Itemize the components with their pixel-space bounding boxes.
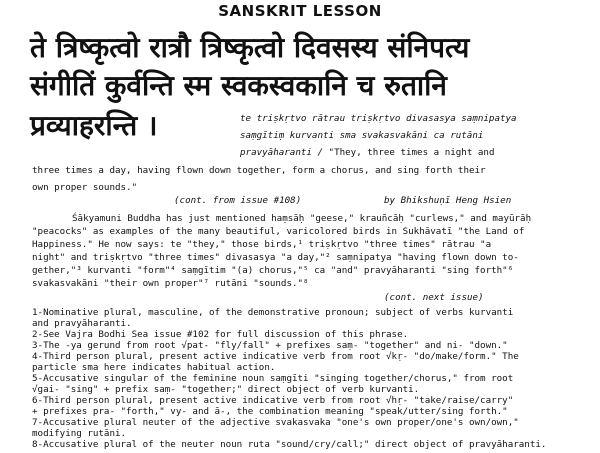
- page-title: SANSKRIT LESSON: [218, 2, 382, 20]
- cont-from-note: (cont. from issue #108): [174, 195, 302, 206]
- footnote-line: + prefixes pra- "forth," vy- and ā-, the combination meaning "speak/utter/sing forth.": [32, 406, 508, 417]
- devanagari-line-2: संगीतिं कुर्वन्ति स्म स्वकस्वकानि च रुतानि: [30, 69, 447, 102]
- footnote-line: particle sma here indicates habitual action.: [32, 362, 276, 373]
- translation-start: "They, three times a night and: [328, 147, 495, 158]
- translation-line-1: three times a day, having flown down together, form a chorus, and sing forth their: [32, 165, 486, 176]
- devanagari-line-3: प्रव्याहरन्ति ।: [30, 109, 158, 142]
- paragraph-line: gether,"³ kurvanti "form"⁴ saṃgītim "(a) chorus,"⁵ ca "and" pravyāharanti "sing forth"⁶: [32, 265, 514, 276]
- byline: by Bhikshuṇī Heng Hsien: [384, 195, 512, 206]
- transliteration-line-2: saṃgītiṃ kurvanti sma svakasvakāni ca rutāni: [240, 130, 484, 141]
- footnote-line: √gai- "sing" + prefix saṃ- "together;" direct object of verb kurvanti.: [32, 384, 420, 395]
- cont-next-note: (cont. next issue): [384, 292, 484, 303]
- paragraph-line: "peacocks" as examples of the many beautiful, varicolored birds in Sukhāvatī "the Land of: [32, 226, 525, 237]
- footnote-line: 1-Nominative plural, masculine, of the demonstrative pronoun; subject of verbs kurvanti: [32, 307, 514, 318]
- paragraph-line: night" and triṣkṛtvo "three times" divasasya "a day,"² saṃnipatya "having flown down to-: [32, 252, 519, 263]
- footnote-line: 8-Accusative plural of the neuter noun ruta "sound/cry/call;" direct object of pravyāharanti.: [32, 439, 547, 450]
- footnote-line: 3-The -ya gerund from root √pat- "fly/fall" + prefixes saṃ- "together" and ni- "down.": [32, 340, 508, 351]
- transliteration-line-1: te triṣkṛtvo rātrau triṣkṛtvo divasasya saṃnipatya: [240, 113, 517, 124]
- footnote-line: modifying rutāni.: [32, 428, 127, 439]
- paragraph-line: Happiness." He now says: te "they," those birds,¹ triṣkṛtvo "three times" rātrau "a: [32, 239, 492, 250]
- transliteration-word: pravyāharanti /: [240, 147, 323, 158]
- footnote-line: and pravyāharanti.: [32, 318, 132, 329]
- footnote-line: 2-See Vajra Bodhi Sea issue #102 for full discussion of this phrase.: [32, 329, 409, 340]
- footnote-line: 5-Accusative singular of the feminine noun saṃgīti "singing together/chorus," from root: [32, 373, 514, 384]
- devanagari-line-1: ते त्रिष्कृत्वो रात्रौ त्रिष्कृत्वो दिवसस्य संनिपत्य: [30, 31, 470, 64]
- paragraph-line: Śākyamuni Buddha has just mentioned haṃsāḥ "geese," krauñcāḥ "curlews," and mayūrāḥ: [72, 213, 532, 224]
- translation-line-2: own proper sounds.": [32, 182, 138, 193]
- footnote-line: 6-Third person plural, present active indicative verb from root √hṛ- "take/raise/carry": [32, 395, 514, 406]
- footnote-line: 4-Third person plural, present active indicative verb from root √kṛ- "do/make/form." The: [32, 351, 519, 362]
- transliteration-line-3: [240, 148, 494, 157]
- footnote-line: 7-Accusative plural neuter of the adjective svakasvaka "one's own proper/one's own/own,": [32, 417, 519, 428]
- paragraph-line: svakasvakāni "their own proper"⁷ rutāni "sounds."⁸: [32, 278, 309, 289]
